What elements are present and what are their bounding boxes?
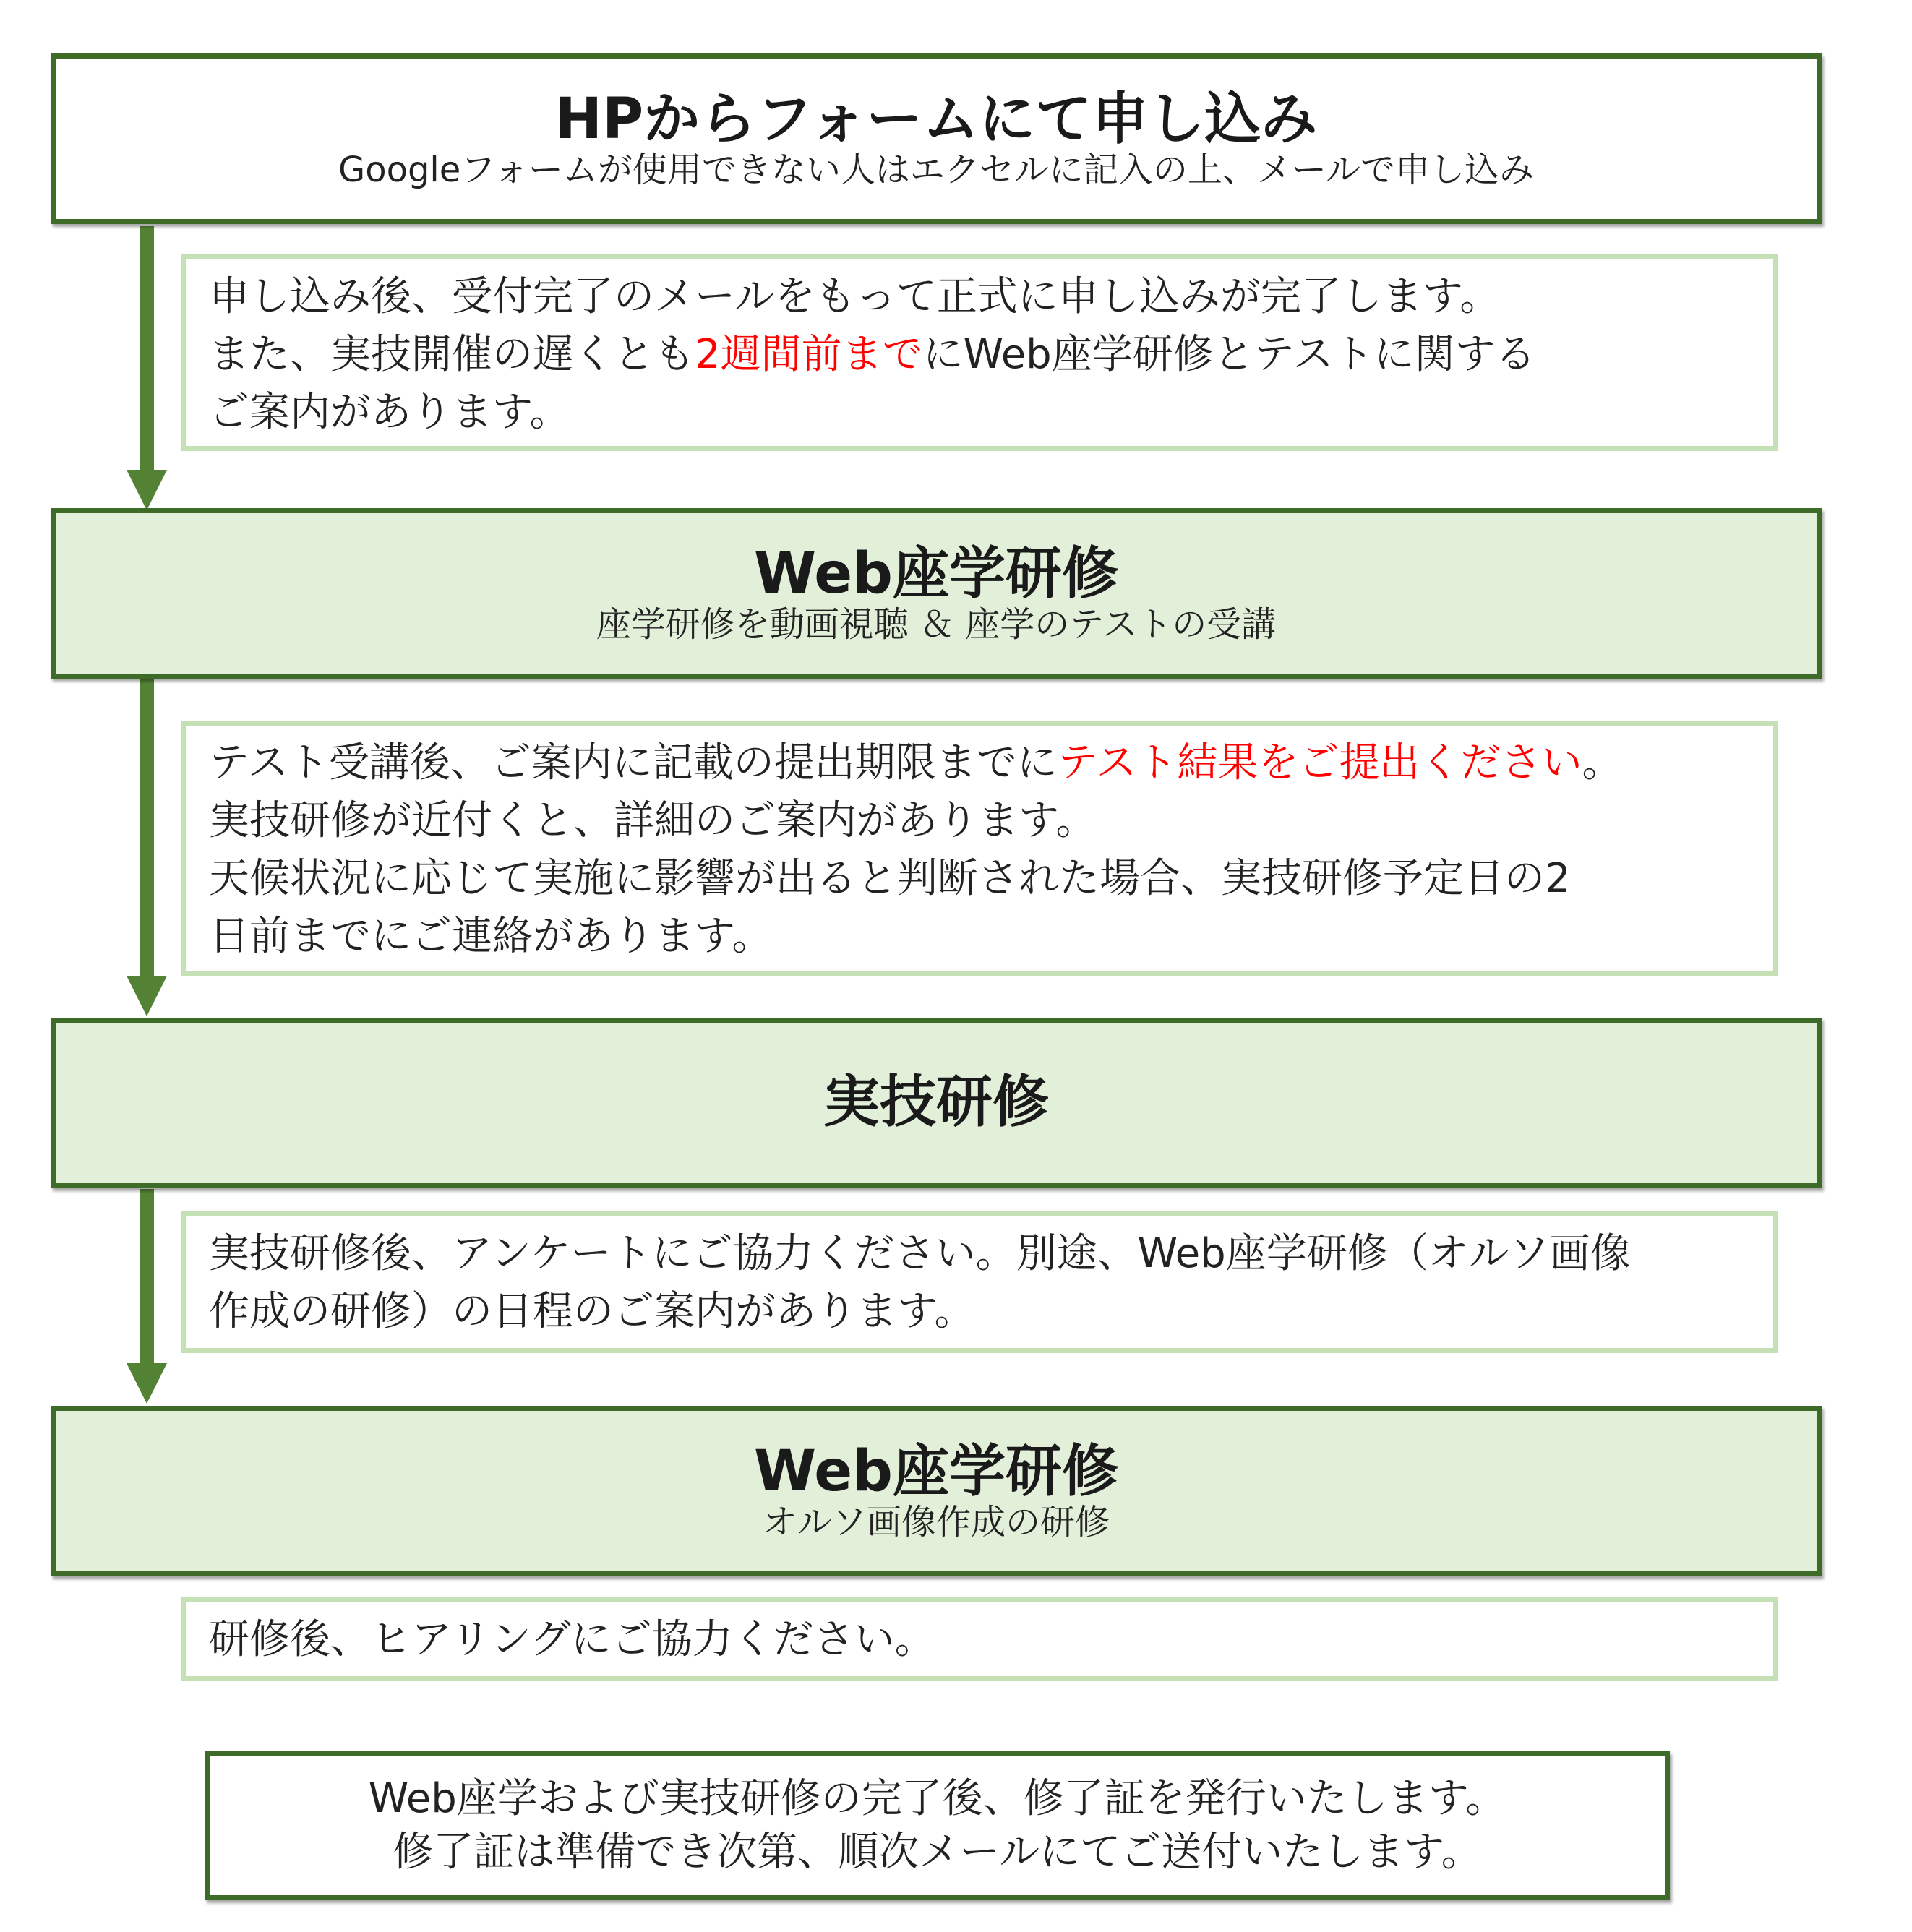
arrow-head-1 <box>127 470 167 510</box>
note-after-test <box>181 721 1778 976</box>
note-text: また、実技開催の遅くとも <box>209 331 695 378</box>
note-text: テスト受講後、ご案内に記載の提出期限までに <box>209 739 1058 786</box>
certificate-line: Web座学および実技研修の完了後、修了証を発行いたします。 <box>368 1775 1506 1822</box>
submit-highlight: テスト結果をご提出ください <box>1057 739 1582 786</box>
arrow-head-2 <box>127 976 167 1016</box>
note-line: 日前までにご連絡があります。 <box>209 913 773 960</box>
step-apply-subtitle: Googleフォームが使用できない人はエクセルに記入の上、メールで申し込み <box>338 150 1534 191</box>
step-apply <box>51 53 1822 224</box>
arrow-head-3 <box>127 1363 167 1404</box>
deadline-highlight: 2週間前まで <box>695 331 923 378</box>
step-web-training <box>51 508 1822 679</box>
step-practical-training <box>51 1018 1822 1188</box>
note-line <box>209 326 1752 384</box>
certificate-line: 修了証は準備でき次第、順次メールにてご送付いたします。 <box>393 1829 1482 1876</box>
note-line: 作成の研修）の日程のご案内があります。 <box>209 1288 975 1335</box>
arrow-shaft-1 <box>140 226 154 473</box>
note-line: 天候状況に応じて実施に影響が出ると判断された場合、実技研修予定日の2 <box>209 855 1571 902</box>
note-text: 。 <box>1582 739 1623 786</box>
note-after-ortho <box>181 1597 1778 1681</box>
step-ortho-training-title: Web座学研修 <box>754 1438 1118 1504</box>
note-text: にWeb座学研修とテストに関する <box>922 331 1536 378</box>
arrow-shaft-3 <box>140 1189 154 1367</box>
step-practical-training-title: 実技研修 <box>823 1070 1049 1135</box>
note-line: 実技研修後、アンケートにご協力ください。別途、Web座学研修（オルソ画像 <box>209 1230 1631 1277</box>
note-line: ご案内があります。 <box>209 389 570 436</box>
step-web-training-subtitle: 座学研修を動画視聴 ＆ 座学のテストの受講 <box>596 604 1277 645</box>
step-web-training-title: Web座学研修 <box>754 541 1118 606</box>
note-after-practical <box>181 1211 1778 1353</box>
arrow-shaft-2 <box>140 679 154 979</box>
note-line: 研修後、ヒアリングにご協力ください。 <box>209 1616 935 1663</box>
note-after-apply <box>181 254 1778 451</box>
note-line: 実技研修が近付くと、詳細のご案内があります。 <box>209 797 1097 844</box>
step-ortho-training <box>51 1406 1822 1576</box>
step-apply-title: HPからフォームにて申し込み <box>554 86 1318 152</box>
certificate-notice <box>205 1751 1670 1900</box>
note-line <box>209 734 1752 792</box>
note-line: 申し込み後、受付完了のメールをもって正式に申し込みが完了します。 <box>209 273 1501 320</box>
step-ortho-training-subtitle: オルソ画像作成の研修 <box>762 1502 1110 1543</box>
